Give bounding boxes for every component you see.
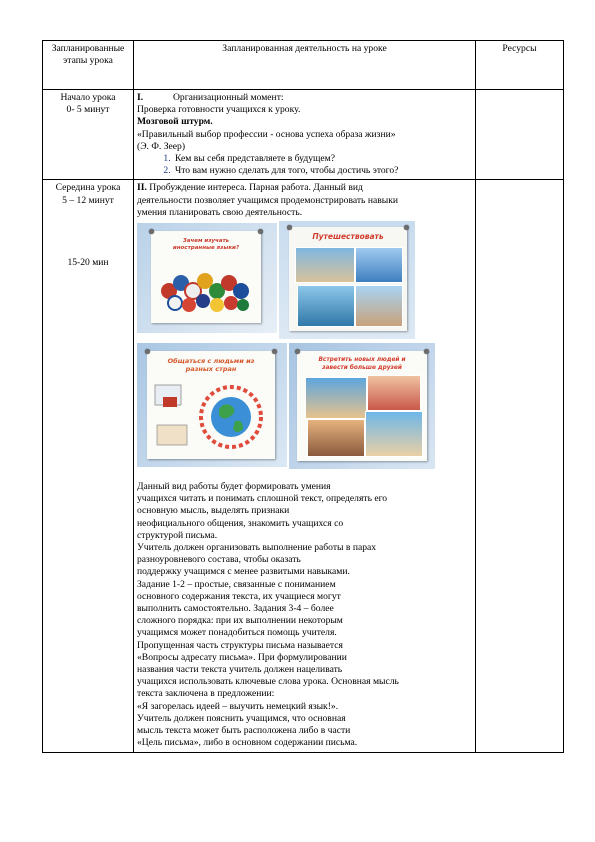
question-item: 1. Кем вы себя представляете в будущем? — [173, 153, 472, 165]
intro-number: II. — [137, 182, 147, 194]
text-line: Учитель должен организовать выполнение работы в парах — [137, 542, 377, 554]
stage-time: 0- 5 минут — [66, 104, 110, 116]
org-title: Организационный момент: — [173, 92, 284, 103]
stage-name: Начало урока — [60, 92, 116, 103]
text-line: Пропущенная часть структуры письма называется — [137, 639, 343, 651]
text-line: основного содержания текста, их учащиеся могут — [137, 590, 341, 602]
text-line: неофициального общения, знакомить учащихся со — [137, 517, 344, 529]
text-line: Учитель должен пояснить учащимся, что основная — [137, 712, 346, 724]
stage-time: 5 – 12 минут — [62, 194, 114, 206]
travel-photo — [295, 247, 355, 283]
question-item: 2. Что вам нужно сделать для того, чтобы достичь этого? — [173, 165, 472, 177]
readiness-check: Проверка готовности учащихся к уроку. — [137, 104, 301, 116]
text-line: структурой письма. — [137, 529, 218, 541]
slide-why-languages — [137, 223, 277, 333]
text-line: выполнить самостоятельно. Задания 3-4 – более — [137, 603, 334, 615]
slide-travel — [279, 221, 415, 339]
friends-photo — [367, 375, 421, 411]
paper-sheet — [151, 231, 261, 323]
slide-friends — [289, 343, 435, 469]
slide-caption: Путешествовать — [312, 232, 384, 242]
flag-balloons-icon — [157, 257, 255, 317]
slide-caption: Зачем изучать иностранные языки? — [172, 238, 240, 252]
brainstorm-label: Мозговой штурм. — [137, 116, 213, 128]
text-line: поддержку учащимся с менее развитыми навыками. — [137, 566, 350, 578]
org-number: I. — [137, 92, 144, 103]
text-line: текста заключена в предложении: — [137, 688, 275, 700]
intro-text: Пробуждение интереса. Парная работа. Данный вид — [149, 182, 363, 194]
people-photo — [355, 285, 403, 327]
pin-icon — [424, 349, 429, 354]
intro-line: умения планировать свою деятельность. — [137, 206, 303, 218]
pin-icon — [404, 225, 409, 230]
pin-icon — [145, 349, 150, 354]
stage-name: Середина урока — [55, 182, 121, 194]
text-line: основную мысль, выделять признаки — [137, 505, 290, 517]
pin-icon — [272, 349, 277, 354]
text-line: разноуровневого состава, чтобы оказать — [137, 554, 301, 566]
text-line: «Вопросы адресату письма». При формулировании — [137, 651, 347, 663]
text-line: Задание 1-2 – простые, связанные с пониманием — [137, 578, 336, 590]
friends-photo — [305, 377, 367, 419]
table-header-row — [43, 41, 564, 90]
intro-line: деятельности позволяет учащимся продемонстрировать навыки — [137, 194, 398, 206]
org-moment — [137, 92, 472, 104]
lesson-plan-table — [42, 40, 564, 753]
intro-line — [137, 182, 472, 194]
question-list — [137, 153, 472, 177]
header-stages: Запланированные этапы урока — [43, 41, 134, 90]
activity-cell-middle — [134, 180, 476, 752]
pin-icon — [258, 229, 263, 234]
text-line: учащихся читать и понимать сплошной текст, определять его — [137, 493, 388, 505]
slide-caption: Встретить новых людей и завести больше друзей — [318, 357, 406, 371]
text-line: «Я загорелась идеей – выучить немецкий язык!». — [137, 700, 339, 712]
text-line: Данный вид работы будет формировать умения — [137, 481, 331, 493]
table-row-start — [43, 90, 564, 180]
plane-photo — [355, 247, 403, 283]
text-line: учащихся использовать ключевые слова урока. Основная мысль — [137, 676, 399, 688]
text-line: сложного порядка: при их выполнении некоторым — [137, 615, 343, 627]
text-line: учащимся может понадобиться помощь учителя. — [137, 627, 337, 639]
stage-time-2: 15-20 мин — [67, 256, 109, 268]
lesson-plan-page — [42, 40, 556, 753]
sea-photo — [297, 285, 355, 327]
pin-icon — [295, 349, 300, 354]
slides-collage — [137, 219, 472, 481]
slide-communicate — [137, 343, 287, 467]
text-line: «Цель письма», либо в основном содержании письма. — [137, 737, 358, 749]
stage-cell-middle — [43, 180, 134, 752]
paper-sheet — [297, 351, 427, 461]
header-activity: Запланированная деятельность на уроке — [134, 41, 476, 90]
resources-cell-middle — [476, 180, 564, 752]
text-line: названия части текста учитель должен нацеливать — [137, 664, 343, 676]
slide-caption: Общаться с людьми из разных стран — [167, 357, 255, 374]
globe-people-icon — [153, 379, 269, 455]
paper-sheet — [289, 227, 407, 331]
friends-photo — [365, 411, 423, 457]
quote: «Правильный выбор профессии - основа успеха образа жизни» — [137, 128, 396, 140]
resources-cell-start — [476, 90, 564, 180]
body-text — [137, 481, 472, 749]
pin-icon — [287, 225, 292, 230]
paper-sheet — [147, 351, 275, 459]
table-row-middle — [43, 180, 564, 752]
stage-cell-start — [43, 90, 134, 180]
header-resources: Ресурсы — [476, 41, 564, 90]
activity-cell-start — [134, 90, 476, 180]
pin-icon — [149, 229, 154, 234]
text-line: мысль текста может быть расположена либо в части — [137, 725, 351, 737]
quote-author: (Э. Ф. Зеер) — [137, 140, 186, 152]
friends-photo — [307, 419, 365, 457]
